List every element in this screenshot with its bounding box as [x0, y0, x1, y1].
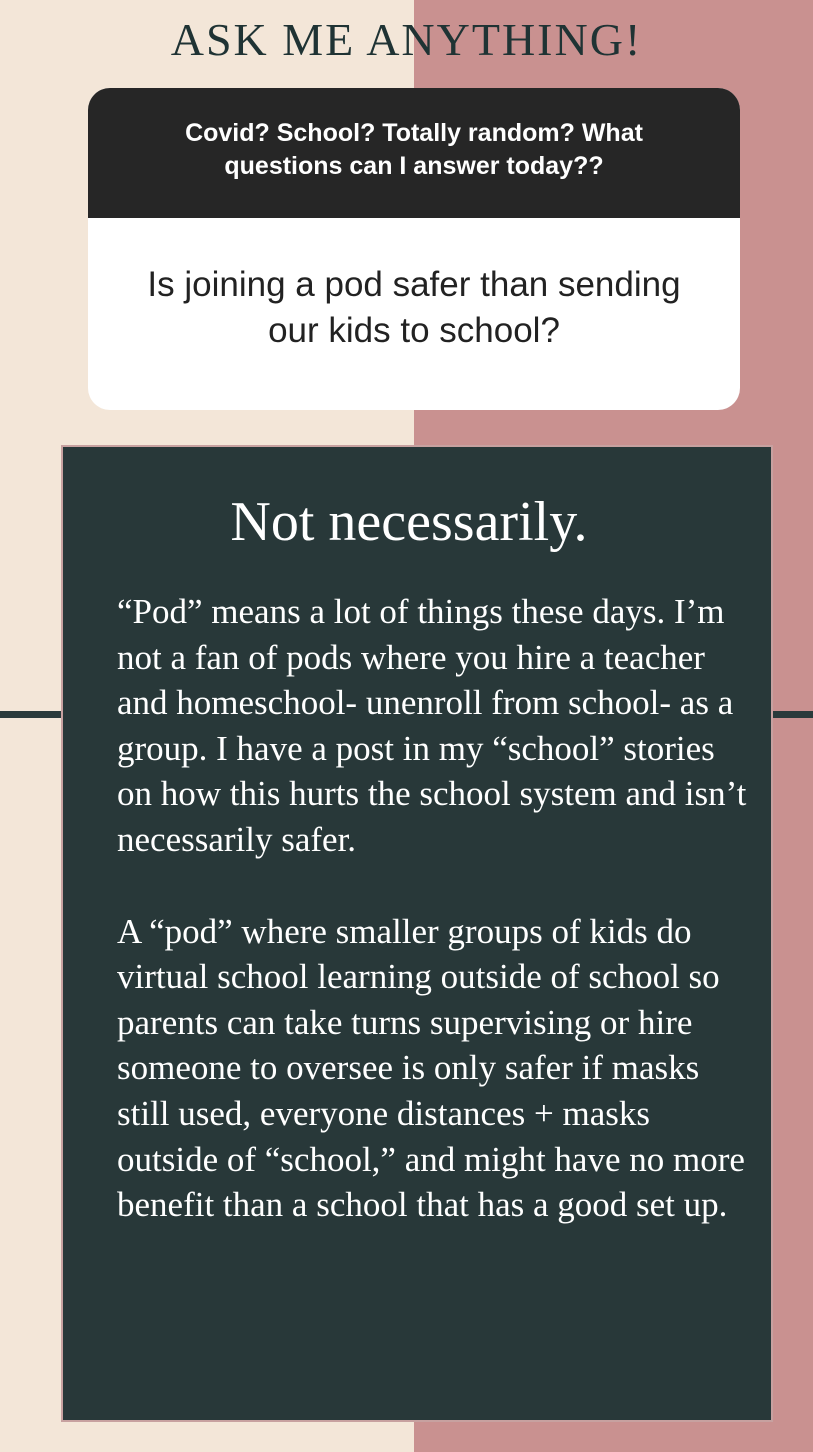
answer-paragraph: A “pod” where smaller groups of kids do virtual school learning outside of school so parents can take turns supervising or hire someone to oversee is only safer if masks still used, everyone distances + masks outside of “school,” and might have no more benefit than a school that has a good set up. — [117, 911, 745, 1225]
answer-panel — [61, 445, 773, 1422]
answer-body — [117, 589, 747, 1228]
answer-paragraph: “Pod” means a lot of things these days. I’m not a fan of pods where you hire a teacher and homeschool- unenroll from school- as a group. I have a post in my “school” stories on how this hurts the school system and isn’t necessarily safer. — [117, 592, 747, 859]
question-sticker[interactable] — [88, 88, 740, 410]
question-text: Is joining a pod safer than sending our kids to school? — [147, 265, 681, 350]
page-title: ASK ME ANYTHING! — [170, 14, 643, 65]
divider-line-left — [0, 711, 62, 718]
divider-line-right — [773, 711, 813, 718]
question-response-area — [88, 218, 740, 410]
answer-heading: Not necessarily. — [230, 491, 588, 553]
question-prompt-text: Covid? School? Totally random? What questions can I answer today?? — [185, 119, 643, 180]
question-prompt-bar — [88, 88, 740, 218]
